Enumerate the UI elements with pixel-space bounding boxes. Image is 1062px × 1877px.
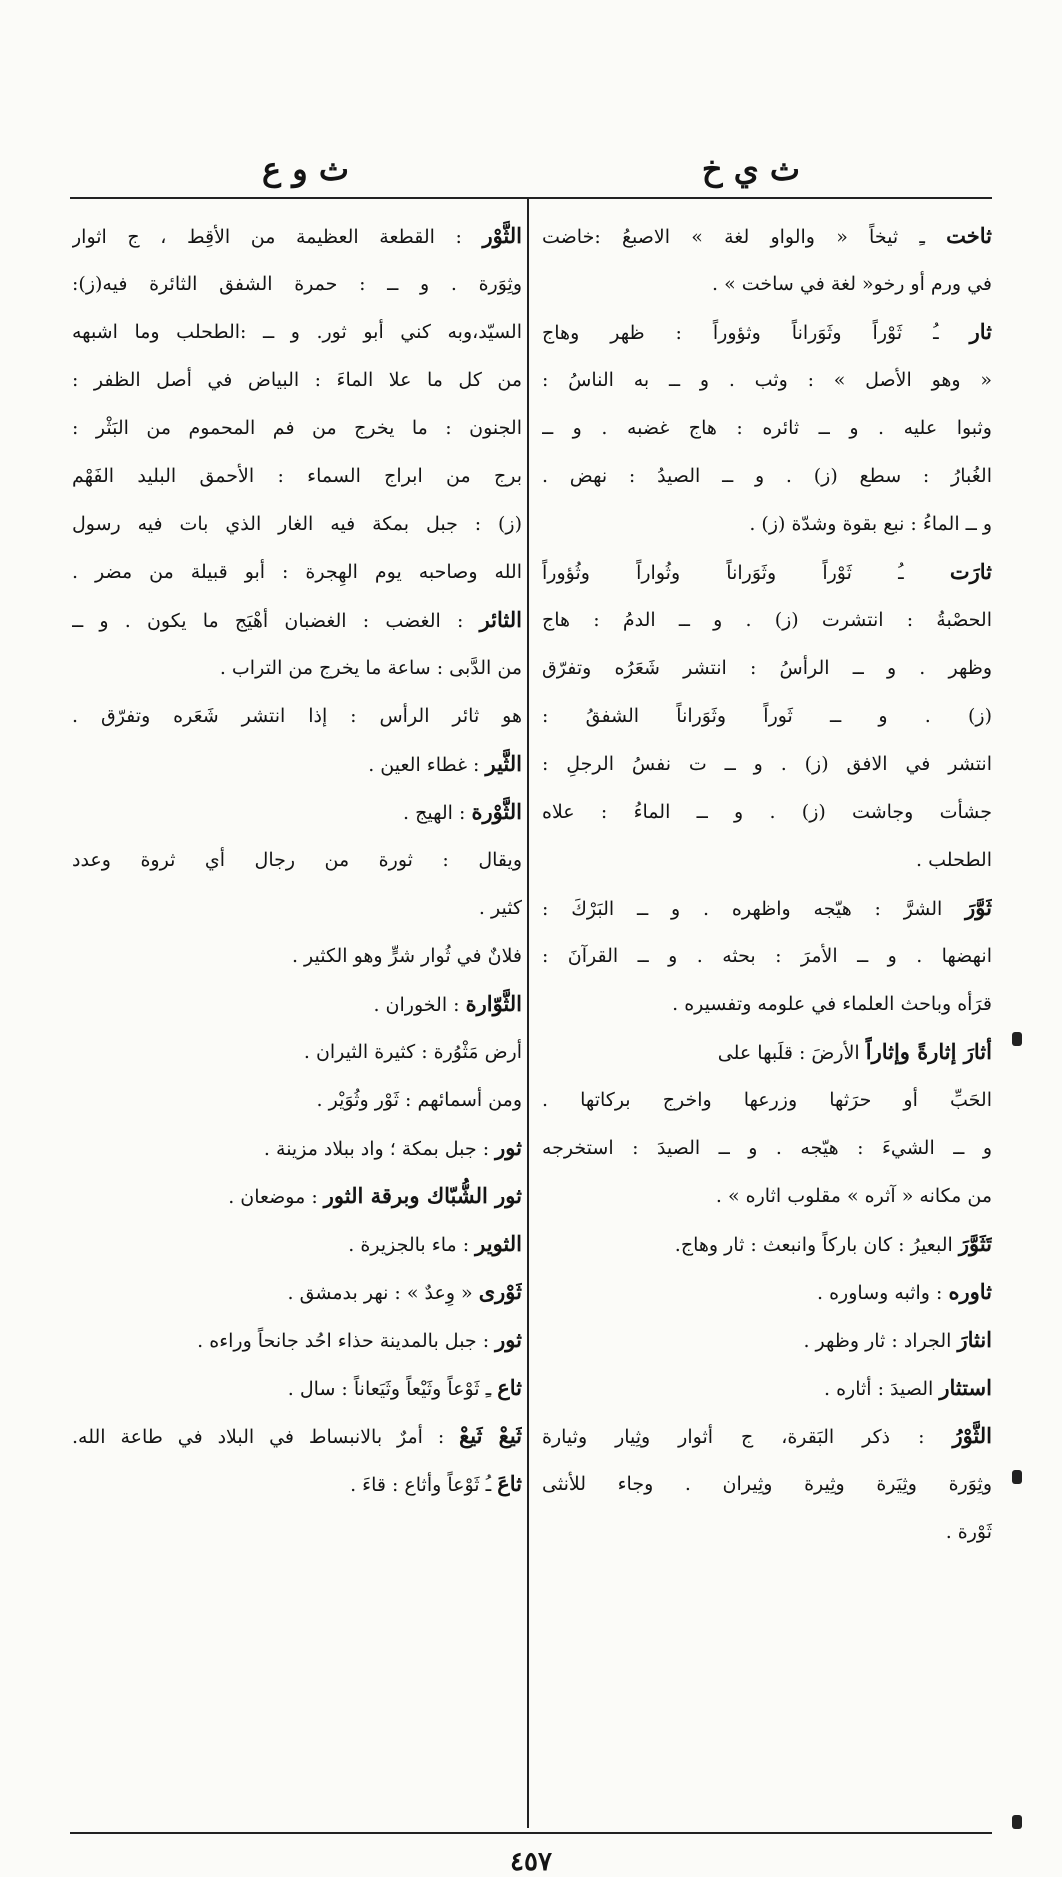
footer-rule [70,1832,992,1834]
entry-line [72,1124,522,1172]
entry-text: : القطعة العظيمة من الأقِط ، ج اثوار [72,226,483,248]
entry-text: ـُ ثَوْراً وثَوَراناً وثُواراً وثُؤوراً [542,562,950,584]
entry-line [542,452,992,500]
entry-line [542,212,992,260]
headword: الثَّوْر [482,223,522,248]
entry-line [542,260,992,308]
entry-text: الجنون : ما يخرج من فم المحموم من البَثْر : [72,417,522,439]
entry-text: : الغضب : الغضبان أهْيَج ما يكون . و ــ [72,610,480,632]
entry-text: وثِوَرة وثِيَرة وثِيرة وثِيران . وجاء للأنثى [542,1473,992,1495]
entry-line [542,788,992,836]
entry-line [72,884,522,932]
entry-text: : الخوران . [373,994,466,1016]
headword: استثار [939,1375,992,1400]
entry-line [542,548,992,596]
entry-line [542,884,992,932]
entry-text: الطحلب . [916,849,992,871]
entry-line [72,1460,522,1508]
entry-text: البعيرُ : كان باركاً وانبعث : ثار وهاج. [674,1234,959,1256]
entry-line [542,1364,992,1412]
entry-line [542,1268,992,1316]
entry-text: و ــ الشيءَ : هيّجه . و ــ الصيدَ : استخرجه [542,1137,992,1159]
entry-line [72,788,522,836]
entry-line [542,932,992,980]
entry-line [72,260,522,308]
page-number: ٤٥٧ [510,1847,552,1877]
headword: انثارَ [957,1327,992,1352]
entry-text: برج من ابراج السماء : الأحمق البليد الفَهْم [72,465,522,487]
entry-text: في ورم أو رخو« لغة في ساخت » . [712,273,992,295]
entry-text: ومن أسمائهم : ثَوْر وثُوَيْر . [316,1089,522,1111]
entry-line [72,308,522,356]
headword: ثور [495,1135,522,1160]
entry-line [72,1268,522,1316]
entry-line [72,548,522,596]
entry-line [72,404,522,452]
header-rule [70,197,992,199]
entry-text: فلانٌ في ثُوار شرٍّ وهو الكثير . [291,945,522,967]
entry-text: : جبل بمكة ؛ واد ببلاد مزينة . [263,1138,496,1160]
margin-mark [1012,1815,1022,1829]
entry-line [72,644,522,692]
entry-text: كثير . [478,897,522,919]
headword: الثائر [479,607,522,632]
entry-line [72,1316,522,1364]
headword: الثَّوْرة [471,799,522,824]
entry-text: انهضها . و ــ الأمرَ : بحثه . و ــ القرآنَ : [542,945,992,967]
entry-line [542,692,992,740]
entry-text: الله وصاحبه يوم الهِجرة : أبو قبيلة من مضر . [72,561,522,583]
headword: ثَوْرى [478,1279,522,1304]
entry-line [72,1364,522,1412]
headword: ثَوَّرَ [965,895,992,920]
entry-line [542,836,992,884]
header-root-right: ث ي خ [701,150,800,188]
headword: الثَّير [485,751,522,776]
headword: الثَّوّارة [465,991,522,1016]
entry-text: جشأت وجاشت (ز) . و ــ الماءُ : علاه [542,801,992,823]
entry-text: ثَوْرة . [945,1521,992,1543]
header-root-left: ث و ع [262,150,349,188]
entry-line [542,596,992,644]
entry-text: و ــ الماءُ : نبع بقوة وشدّة (ز) . [749,513,992,535]
entry-text: الشرَّ : هيّجه واظهره . و ــ البَرْكَ : [542,898,966,920]
entry-text: السيّد،وبه كني أبو ثور. و ــ :الطحلب وما اشبهه [72,321,522,343]
entry-text: « وِعدٌ » : نهر بدمشق . [287,1282,479,1304]
headword: الثَّوْرُ [952,1423,992,1448]
entry-line [542,1508,992,1556]
entry-text: انتشر في الافق (ز) . و ــ ت نفسُ الرجلِ : [542,753,992,775]
entry-line [542,980,992,1028]
entry-line [72,932,522,980]
entry-line [542,644,992,692]
entry-text: الصيدَ : أثاره . [824,1378,940,1400]
entry-text: : موضعان . [228,1186,324,1208]
entry-line [72,212,522,260]
entry-text: : غطاء العين . [368,754,486,776]
entry-line [72,1172,522,1220]
entry-line [542,1076,992,1124]
entry-line [72,1412,522,1460]
entry-text: من مكانه « آثره » مقلوب اثاره » . [715,1185,992,1207]
left-column [72,212,522,1508]
entry-text: ويقال : ثورة من رجال أي ثروة وعدد [72,849,522,871]
entry-line [72,692,522,740]
entry-text: الحصْبةُ : انتشرت (ز) . و ــ الدمُ : هاج [542,609,992,631]
entry-line [72,452,522,500]
entry-text: ـُ ثَوْعاً وأثاع : قاءَ . [350,1474,498,1496]
headword: تَثَوَّرَ [958,1231,992,1256]
entry-line [542,1460,992,1508]
entry-text: (ز) : جبل بمكة فيه الغار الذي بات فيه رسول [72,513,522,535]
entry-line [542,1412,992,1460]
entry-line [72,740,522,788]
entry-line [72,596,522,644]
entry-text: : ماء بالجزيرة . [348,1234,476,1256]
entry-line [72,356,522,404]
headword: ثاعَ [497,1471,522,1496]
entry-line [72,1028,522,1076]
entry-text: وثِوَرة . و ــ : حمرة الشفق الثائرة فيه(ز): [72,273,522,295]
entry-text: وثبوا عليه . و ــ ثائره : هاج غضبه . و ــ [542,417,992,439]
column-divider [527,198,529,1828]
entry-text: ـُ ثَوْراً وثَوَراناً وثؤوراً : ظهر وهاج [542,322,970,344]
headword: أثارَ إثارةً وإثاراً [865,1039,992,1064]
entry-text: : الهيج . [403,802,472,824]
entry-text: الغُبارُ : سطع (ز) . و ــ الصيدُ : نهض . [542,465,992,487]
entry-line [72,836,522,884]
entry-text: الحَبِّ أو حرَثها وزرعها واخرج بركاتها . [542,1089,992,1111]
margin-mark [1012,1470,1022,1484]
right-column [542,212,992,1556]
headword: ثَيعْ ثَيعْ [459,1423,522,1448]
entry-line [542,356,992,404]
headword: ثاع [497,1375,522,1400]
entry-line [542,500,992,548]
entry-line [542,1316,992,1364]
entry-line [542,1172,992,1220]
entry-line [72,500,522,548]
entry-text: وظهر . و ــ الرأسُ : انتشر شَعَرُه وتفرّق [542,657,992,679]
entry-line [542,1124,992,1172]
headword: الثوير [475,1231,522,1256]
entry-text: الجراد : ثار وظهر . [803,1330,958,1352]
headword: ثاخت [946,223,992,248]
entry-text: الأرضَ : قلَبها على [717,1042,866,1064]
entry-line [542,404,992,452]
entry-line [542,1220,992,1268]
entry-text: قرَأه وباحث العلماء في علومه وتفسيره . [672,993,992,1015]
entry-text: : أمرٌ بالانبساط في البلاد في طاعة الله. [72,1426,460,1448]
entry-text: أرض مَثْوُرة : كثيرة الثيران . [303,1041,522,1063]
entry-text: ـِ ثيخاً « والواو لغة » الاصبعُ :خاضت [542,226,947,248]
entry-line [72,1220,522,1268]
margin-mark [1012,1032,1022,1046]
entry-text: : ذكر البَقرة، ج أثوار وثِيار وثيارة [542,1426,953,1448]
entry-text: (ز) . و ــ ثَوراً وثَوَراناً الشفقُ : [542,705,992,727]
entry-text: هو ثائر الرأس : إذا انتشر شَعَره وتفرّق . [72,705,522,727]
headword: ثاوره [948,1279,992,1304]
entry-text: « وهو الأصل » : وثب . و ــ به الناسُ : [542,369,992,391]
headword: ثار [969,319,992,344]
entry-line [542,1028,992,1076]
entry-text: من كل ما علا الماءَ : البياض في أصل الظفر : [72,369,522,391]
headword: ثور [495,1327,522,1352]
entry-line [542,740,992,788]
entry-line [542,308,992,356]
entry-text: من الدَّبى : ساعة ما يخرج من التراب . [219,657,522,679]
entry-line [72,980,522,1028]
entry-text: : جبل بالمدينة حذاء احُد جانحاً وراءه . [197,1330,496,1352]
entry-line [72,1076,522,1124]
entry-text: : واثبه وساوره . [817,1282,949,1304]
entry-text: ـِ ثَوْعاً وثَيْعاً وثَيَعاناً : سال . [287,1378,498,1400]
headword: ثارَت [949,559,992,584]
headword: ثور الشُّبّاك وبرقة الثور [323,1183,522,1208]
